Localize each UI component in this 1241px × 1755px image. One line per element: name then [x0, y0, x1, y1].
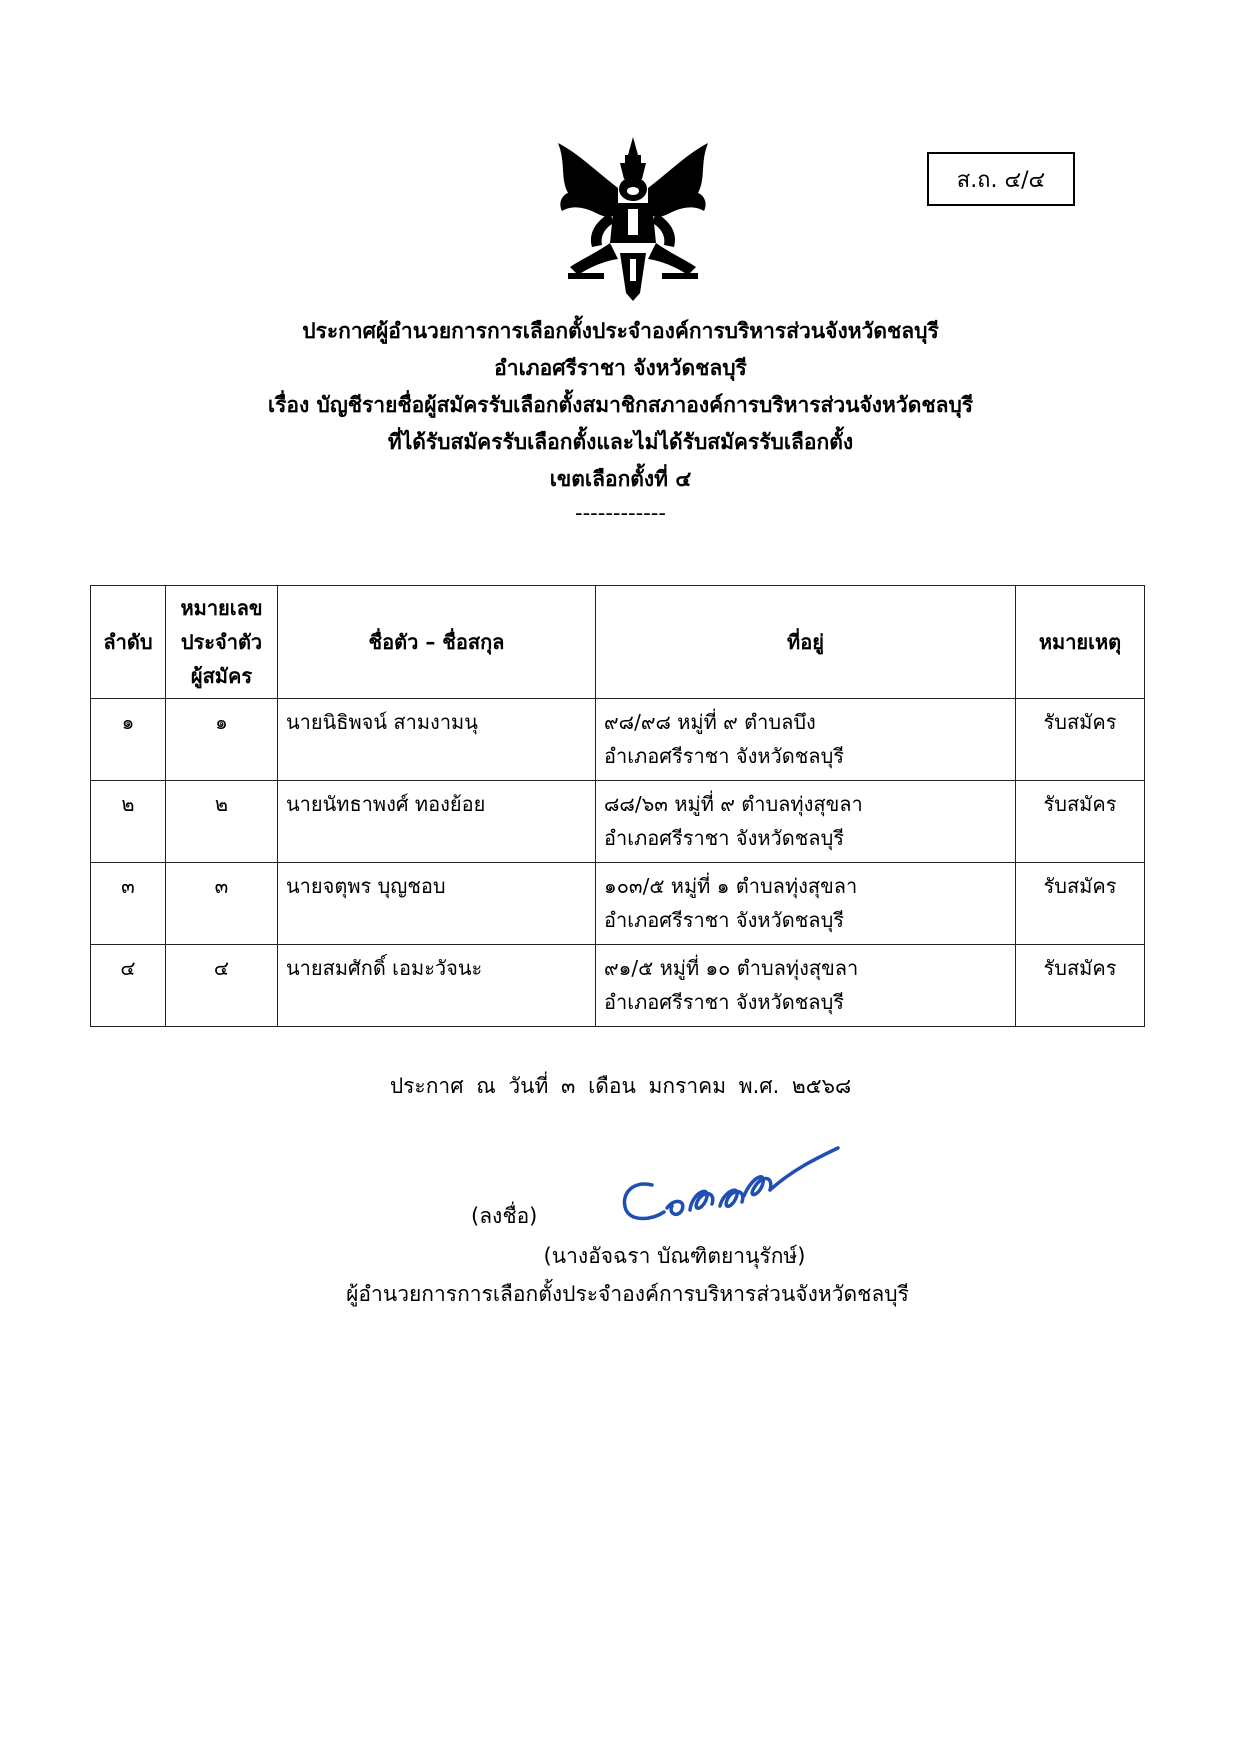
- row-address-line-2: อำเภอศรีราชา จังหวัดชลบุรี: [604, 744, 844, 768]
- row-order: ๑: [91, 699, 166, 781]
- table-row: [91, 781, 1145, 863]
- table-header-row: [91, 586, 1145, 699]
- row-name: นายสมศักดิ์ เอมะวัจนะ: [278, 945, 596, 1027]
- row-address-line-2: อำเภอศรีราชา จังหวัดชลบุรี: [604, 990, 844, 1014]
- row-number: ๒: [166, 781, 278, 863]
- row-name: นายนิธิพจน์ สามงามนุ: [278, 699, 596, 781]
- table-row: [91, 945, 1145, 1027]
- candidate-table: [90, 585, 1145, 1027]
- row-address-line-2: อำเภอศรีราชา จังหวัดชลบุรี: [604, 908, 844, 932]
- heading-line-2: อำเภอศรีราชา จังหวัดชลบุรี: [494, 356, 747, 380]
- row-remark: รับสมัคร: [1016, 699, 1145, 781]
- form-code-box: [927, 152, 1075, 206]
- row-address: [596, 699, 1016, 781]
- row-number: ๓: [166, 863, 278, 945]
- row-order: ๒: [91, 781, 166, 863]
- row-remark: รับสมัคร: [1016, 863, 1145, 945]
- header-candidate-number: [166, 586, 278, 699]
- signature-prefix: (ลงชื่อ): [471, 1204, 538, 1228]
- row-remark: รับสมัคร: [1016, 945, 1145, 1027]
- header-order: ลำดับ: [91, 586, 166, 699]
- row-number: ๑: [166, 699, 278, 781]
- table-row: [91, 863, 1145, 945]
- form-code: ส.ถ. ๔/๔: [956, 167, 1046, 193]
- heading-line-1: ประกาศผู้อำนวยการการเลือกตั้งประจำองค์การบริหารส่วนจังหวัดชลบุรี: [302, 319, 939, 343]
- row-address-line-1: ๙๘/๙๘ หมู่ที่ ๙ ตำบลบึง: [604, 710, 816, 734]
- signer-title: ผู้อำนวยการการเลือกตั้งประจำองค์การบริหารส่วนจังหวัดชลบุรี: [346, 1282, 909, 1306]
- heading-district: เขตเลือกตั้งที่ ๔: [549, 467, 692, 491]
- heading-line-4: ที่ได้รับสมัครรับเลือกตั้งและไม่ได้รับสมัครรับเลือกตั้ง: [387, 430, 854, 454]
- row-address: [596, 945, 1016, 1027]
- signer-name: (นางอัจฉรา บัณฑิตยานุรักษ์): [543, 1244, 806, 1268]
- row-remark: รับสมัคร: [1016, 781, 1145, 863]
- announcement-heading: [0, 313, 1241, 528]
- row-address-line-2: อำเภอศรีราชา จังหวัดชลบุรี: [604, 826, 844, 850]
- header-number-line-1: หมายเลข: [180, 596, 263, 620]
- row-order: ๓: [91, 863, 166, 945]
- row-number: ๔: [166, 945, 278, 1027]
- announcement-date: ประกาศ ณ วันที่ ๓ เดือน มกราคม พ.ศ. ๒๕๖๘: [389, 1074, 852, 1098]
- row-order: ๔: [91, 945, 166, 1027]
- row-address-line-1: ๑๐๓/๕ หมู่ที่ ๑ ตำบลทุ่งสุขลา: [604, 874, 858, 898]
- row-name: นายจตุพร บุญชอบ: [278, 863, 596, 945]
- heading-subject: เรื่อง บัญชีรายชื่อผู้สมัครรับเลือกตั้งสมาชิกสภาองค์การบริหารส่วนจังหวัดชลบุรี: [267, 393, 974, 417]
- row-address-line-1: ๙๑/๕ หมู่ที่ ๑๐ ตำบลทุ่งสุขลา: [604, 956, 859, 980]
- garuda-emblem-icon: [548, 133, 718, 303]
- row-name: นายนัทธาพงศ์ ทองย้อย: [278, 781, 596, 863]
- heading-divider: ------------: [575, 501, 666, 525]
- header-remark: หมายเหตุ: [1016, 586, 1145, 699]
- header-number-line-2: ประจำตัว: [180, 630, 263, 654]
- header-number-line-3: ผู้สมัคร: [190, 664, 253, 688]
- header-name: ชื่อตัว – ชื่อสกุล: [278, 586, 596, 699]
- row-address-line-1: ๘๘/๖๓ หมู่ที่ ๙ ตำบลทุ่งสุขลา: [604, 792, 863, 816]
- row-address: [596, 781, 1016, 863]
- header-address: ที่อยู่: [596, 586, 1016, 699]
- table-row: [91, 699, 1145, 781]
- handwritten-signature-icon: [612, 1140, 842, 1230]
- row-address: [596, 863, 1016, 945]
